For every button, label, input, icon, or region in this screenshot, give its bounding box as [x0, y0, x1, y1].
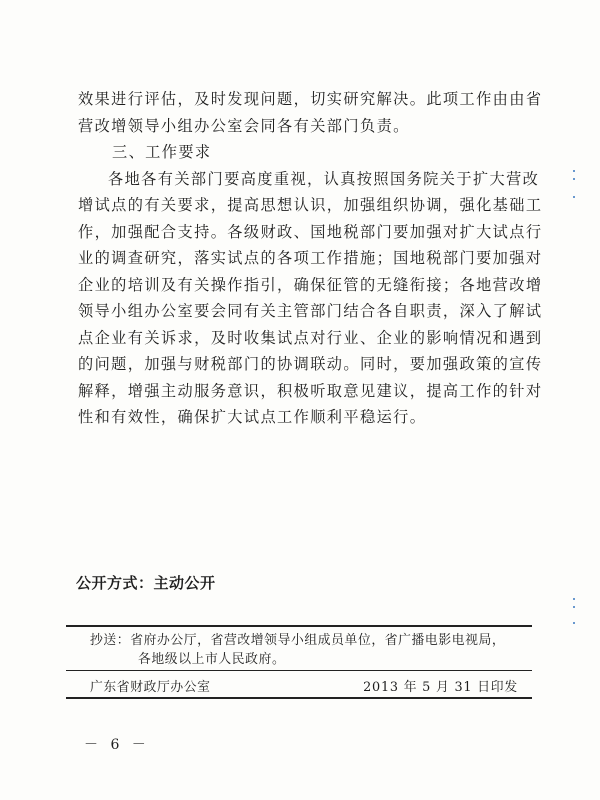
cc-label: 抄送： [90, 633, 131, 648]
body-line: 性和有效性，确保扩大试点工作顺利平稳运行。 [78, 408, 427, 426]
scan-mark [573, 606, 575, 608]
disclosure-method: 公开方式：主动公开 [76, 574, 216, 592]
body-line: 业的调查研究，落实试点的各项工作措施；国地税部门要加强对 [78, 249, 543, 267]
scan-mark [573, 170, 575, 172]
body-line: 点企业有关诉求，及时收集试点对行业、企业的影响情况和遇到 [78, 328, 543, 347]
scan-mark [573, 178, 575, 180]
issue-date: 2013 年 5 月 31 日印发 [363, 680, 518, 695]
body-line: 作，加强配合支持。各级财政、国地税部门要加强对扩大试点行 [78, 222, 543, 241]
scan-mark [573, 196, 575, 198]
scan-mark [573, 598, 575, 600]
page-number: － 6 － [84, 737, 150, 753]
divider-middle [66, 670, 532, 671]
divider-bottom [66, 697, 532, 699]
body-line: 的问题，加强与财税部门的协调联动。同时，要加强政策的宣传 [78, 355, 543, 373]
scan-mark [573, 622, 575, 624]
body-line: 企业的培训及有关操作指引，确保征管的无缝衔接；各地营改增 [78, 275, 543, 294]
body-line: 营改增领导小组办公室会同各有关部门负责。 [78, 116, 410, 135]
cc-recipients-line-1: 省府办公厅，省营改增领导小组成员单位，省广播电影电视局， [130, 633, 506, 648]
body-line: 效果进行评估，及时发现问题，切实研究解决。此项工作由由省 [78, 90, 543, 108]
cc-list [90, 631, 520, 669]
body-text [78, 86, 543, 431]
section-heading: 三、工作要求 [112, 143, 212, 161]
divider-top [66, 625, 532, 627]
cc-recipients-line-2: 各地级以上市人民政府。 [138, 652, 286, 667]
body-line: 解释，增强主动服务意识，积极听取意见建议，提高工作的针对 [78, 381, 543, 400]
issuing-office: 广东省财政厅办公室 [90, 680, 211, 695]
body-line: 增试点的有关要求，提高思想认识，加强组织协调，强化基础工 [78, 196, 543, 214]
body-line: 各地各有关部门要高度重视，认真按照国务院关于扩大营改 [108, 169, 540, 188]
body-line: 领导小组办公室要会同有关主管部门结合各自职责，深入了解试 [78, 302, 543, 320]
